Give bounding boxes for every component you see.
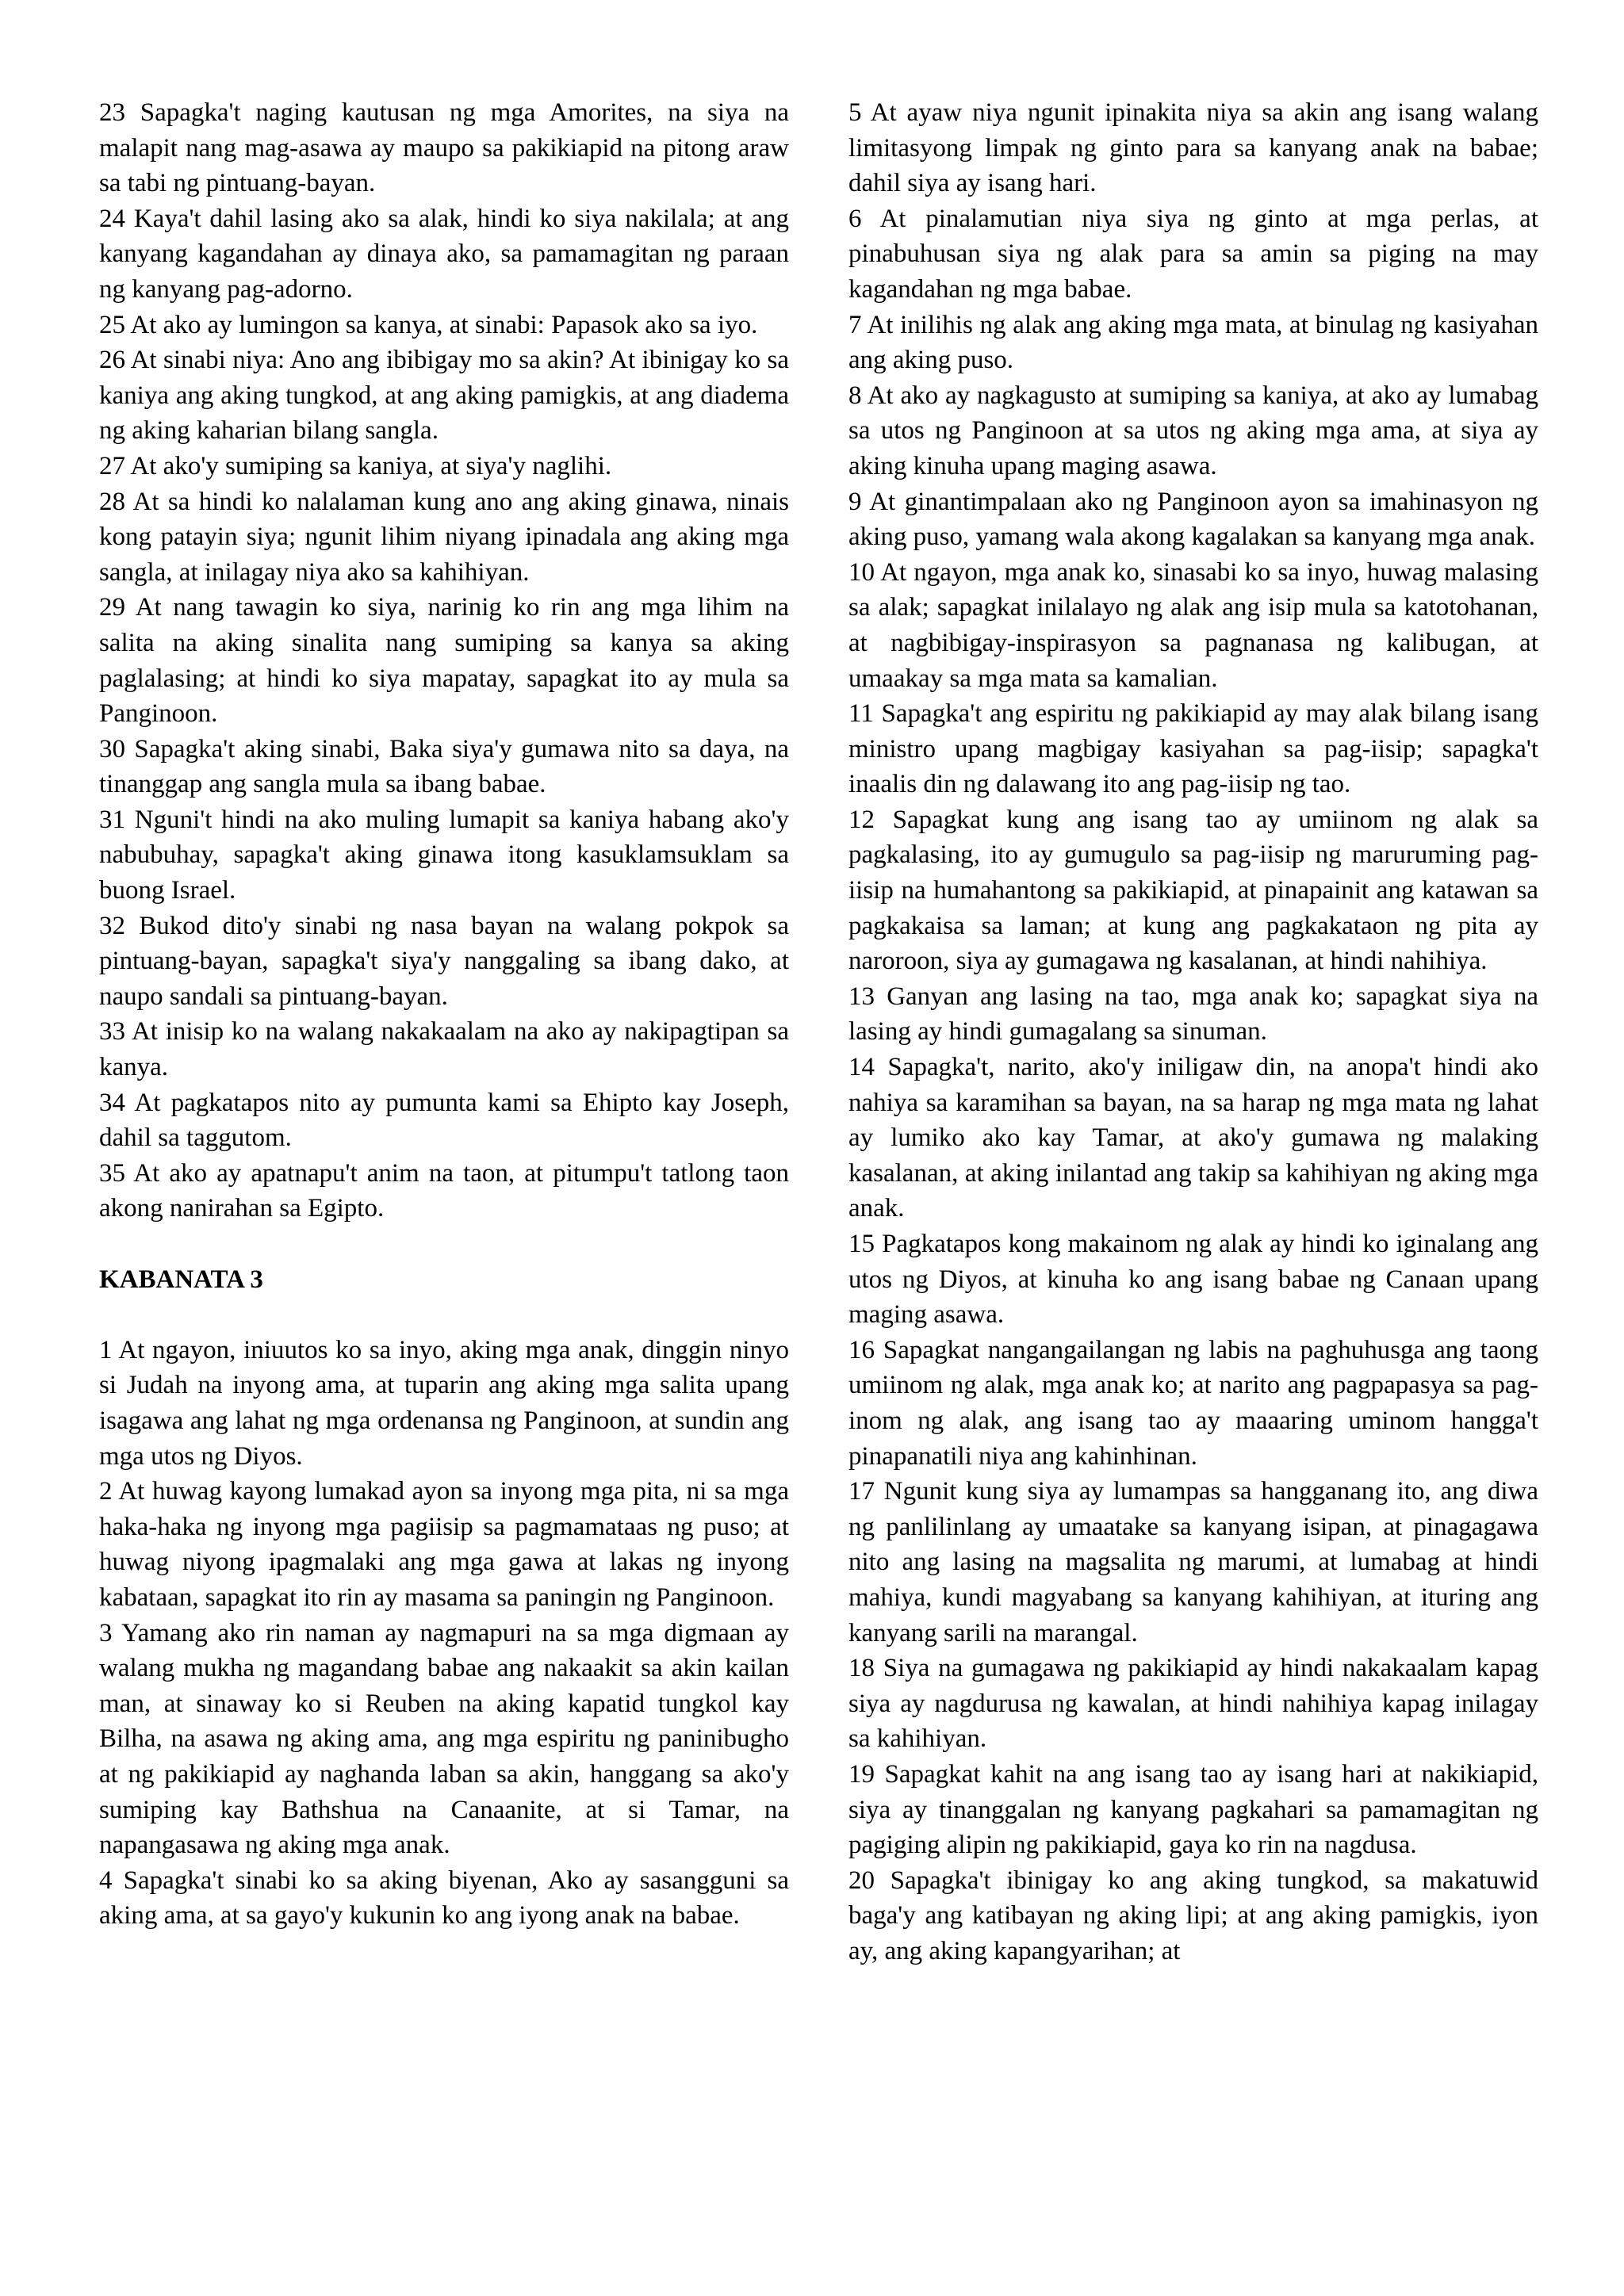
verse-9: 9 At ginantimpalaan ako ng Panginoon ayon sa imahinasyon ng aking puso, yamang wala akong kagalakan sa kanyang mga anak.	[848, 487, 1538, 552]
verse-14: 14 Sapagka't, narito, ako'y iniligaw din, na anopa't hindi ako nahiya sa karamihan sa bayan, na sa harap ng mga mata ng lahat ay lumiko ako kay Tamar, at ako'y gumawa ng malaking kasalanan, at aking inilantad ang takip sa kahihiyan ng aking mga anak.	[848, 1053, 1538, 1223]
verse-35: 35 At ako ay apatnapu't anim na taon, at pitumpu't tatlong taon akong nanirahan sa Egipto.	[99, 1158, 789, 1223]
verse-15: 15 Pagkatapos kong makainom ng alak ay hindi ko iginalang ang utos ng Diyos, at kinuha ko ang isang babae ng Canaan upang maging asawa.	[848, 1230, 1538, 1330]
verse-29: 29 At nang tawagin ko siya, narinig ko rin ang mga lihim na salita na aking sinalita nang sumiping sa kanya sa aking paglalasing; at hindi ko siya mapatay, sapagkat ito ay mula sa Panginoon.	[99, 593, 789, 729]
verse-28: 28 At sa hindi ko nalalaman kung ano ang aking ginawa, ninais kong patayin siya; ngunit lihim niyang ipinadala ang aking mga sangla, at inilagay niya ako sa kahihiyan.	[99, 487, 789, 587]
verse-17: 17 Ngunit kung siya ay lumampas sa hangganang ito, ang diwa ng panlilinlang ay umaatake sa kanyang isipan, at pinagagawa nito ang lasing na magsalita ng marumi, at lumabag at hindi mahiya, kundi magyabang sa kanyang kahihiyan, at ituring ang kanyang sarili na marangal.	[848, 1477, 1538, 1647]
chapter-heading: KABANATA 3	[99, 1265, 263, 1294]
verse-20: 20 Sapagka't ibinigay ko ang aking tungkod, sa makatuwid baga'y ang katibayan ng aking lipi; at ang aking pamigkis, iyon ay, ang aking kapangyarihan; at	[848, 1866, 1538, 1965]
blank-line	[99, 1226, 789, 1262]
verse-23: 23 Sapagka't naging kautusan ng mga Amorites, na siya na malapit nang mag-asawa ay maupo sa pakikiapid na pitong araw sa tabi ng pintuang-bayan.	[99, 98, 789, 198]
verse-7: 7 At inilihis ng alak ang aking mga mata, at binulag ng kasiyahan ang aking puso.	[848, 310, 1538, 375]
verse-4: 4 Sapagka't sinabi ko sa aking biyenan, Ako ay sasangguni sa aking ama, at sa gayo'y kukunin ko ang iyong anak na babae.	[99, 1866, 789, 1931]
verse-34: 34 At pagkatapos nito ay pumunta kami sa Ehipto kay Joseph, dahil sa taggutom.	[99, 1088, 789, 1153]
right-column	[848, 95, 1538, 1969]
verse-6: 6 At pinalamutian niya siya ng ginto at mga perlas, at pinabuhusan siya ng alak para sa amin sa piging na may kagandahan ng mga babae.	[848, 204, 1538, 304]
verse-3: 3 Yamang ako rin naman ay nagmapuri na sa mga digmaan ay walang mukha ng magandang babae ang nakaakit sa akin kailan man, at sinaway ko si Reuben na aking kapatid tungkol kay Bilha, na asawa ng aking ama, ang mga espiritu ng paninibugho at ng pakikiapid ay naghanda laban sa akin, hanggang sa ako'y sumiping kay Bathshua na Canaanite, at si Tamar, na napangasawa ng aking mga anak.	[99, 1618, 789, 1860]
verse-8: 8 At ako ay nagkagusto at sumiping sa kaniya, at ako ay lumabag sa utos ng Panginoon at sa utos ng aking mga ama, at siya ay aking kinuha upang maging asawa.	[848, 381, 1538, 480]
verse-33: 33 At inisip ko na walang nakakaalam na ako ay nakipagtipan sa kanya.	[99, 1017, 789, 1082]
verse-2: 2 At huwag kayong lumakad ayon sa inyong mga pita, ni sa mga haka-haka ng inyong mga pagiisip sa pagmamataas ng puso; at huwag niyong ipagmalaki ang mga gawa at lakas ng inyong kabataan, sapagkat ito rin ay masama sa paningin ng Panginoon.	[99, 1477, 789, 1612]
verse-10: 10 At ngayon, mga anak ko, sinasabi ko sa inyo, huwag malasing sa alak; sapagkat inilalayo ng alak ang isip mula sa katotohanan, at nagbibigay-inspirasyon sa pagnanasa ng kalibugan, at umaakay sa mga mata sa kamalian.	[848, 557, 1538, 693]
verse-26: 26 At sinabi niya: Ano ang ibibigay mo sa akin? At ibinigay ko sa kaniya ang aking tungkod, at ang aking pamigkis, at ang diadema ng aking kaharian bilang sangla.	[99, 346, 789, 446]
verse-32: 32 Bukod dito'y sinabi ng nasa bayan na walang pokpok sa pintuang-bayan, sapagka't siya'y nanggaling sa ibang dako, at naupo sandali sa pintuang-bayan.	[99, 911, 789, 1011]
verse-13: 13 Ganyan ang lasing na tao, mga anak ko; sapagkat siya na lasing ay hindi gumagalang sa sinuman.	[848, 982, 1538, 1047]
blank-line	[99, 1297, 789, 1333]
verse-19: 19 Sapagkat kahit na ang isang tao ay isang hari at nakikiapid, siya ay tinanggalan ng kanyang pagkahari sa pamamagitan ng pagiging alipin ng pakikiapid, gaya ko rin na nagdusa.	[848, 1759, 1538, 1860]
verse-25: 25 At ako ay lumingon sa kanya, at sinabi: Papasok ako sa iyo.	[99, 310, 758, 339]
left-column	[99, 95, 789, 1934]
verse-27: 27 At ako'y sumiping sa kaniya, at siya'y naglihi.	[99, 451, 612, 480]
verse-16: 16 Sapagkat nangangailangan ng labis na paghuhusga ang taong umiinom ng alak, mga anak ko; at narito ang pagpapasya sa pag-inom ng alak, ang isang tao ay maaaring uminom hangga't pinapanatili niya ang kahinhinan.	[848, 1335, 1538, 1471]
verse-1: 1 At ngayon, iniuutos ko sa inyo, aking mga anak, dinggin ninyo si Judah na inyong ama, at tuparin ang aking mga salita upang isagawa ang lahat ng mga ordenansa ng Panginoon, at sundin ang mga utos ng Diyos.	[99, 1335, 789, 1471]
verse-12: 12 Sapagkat kung ang isang tao ay umiinom ng alak sa pagkalasing, ito ay gumugulo sa pag-iisip ng maruruming pag-iisip na humahantong sa pakikiapid, at pinapainit ang katawan sa pagkakaisa sa laman; at kung ang pagkakataon ng pita ay naroroon, siya ay gumagawa ng kasalanan, at hindi nahihiya.	[848, 805, 1538, 976]
verse-24: 24 Kaya't dahil lasing ako sa alak, hindi ko siya nakilala; at ang kanyang kagandahan ay dinaya ako, sa pamamagitan ng paraan ng kanyang pag-adorno.	[99, 204, 789, 304]
verse-30: 30 Sapagka't aking sinabi, Baka siya'y gumawa nito sa daya, na tinanggap ang sangla mula sa ibang babae.	[99, 734, 789, 799]
verse-18: 18 Siya na gumagawa ng pakikiapid ay hindi nakakaalam kapag siya ay nagdurusa ng kawalan, at hindi nahihiya kapag inilagay sa kahihiyan.	[848, 1654, 1538, 1754]
verse-31: 31 Nguni't hindi na ako muling lumapit sa kaniya habang ako'y nabubuhay, sapagka't aking ginawa itong kasuklamsuklam sa buong Israel.	[99, 805, 789, 905]
verse-5: 5 At ayaw niya ngunit ipinakita niya sa akin ang isang walang limitasyong limpak ng ginto para sa kanyang anak na babae; dahil siya ay isang hari.	[848, 98, 1538, 198]
verse-11: 11 Sapagka't ang espiritu ng pakikiapid ay may alak bilang isang ministro upang magbigay kasiyahan sa pag-iisip; sapagka't inaalis din ng dalawang ito ang pag-iisip ng tao.	[848, 699, 1538, 799]
